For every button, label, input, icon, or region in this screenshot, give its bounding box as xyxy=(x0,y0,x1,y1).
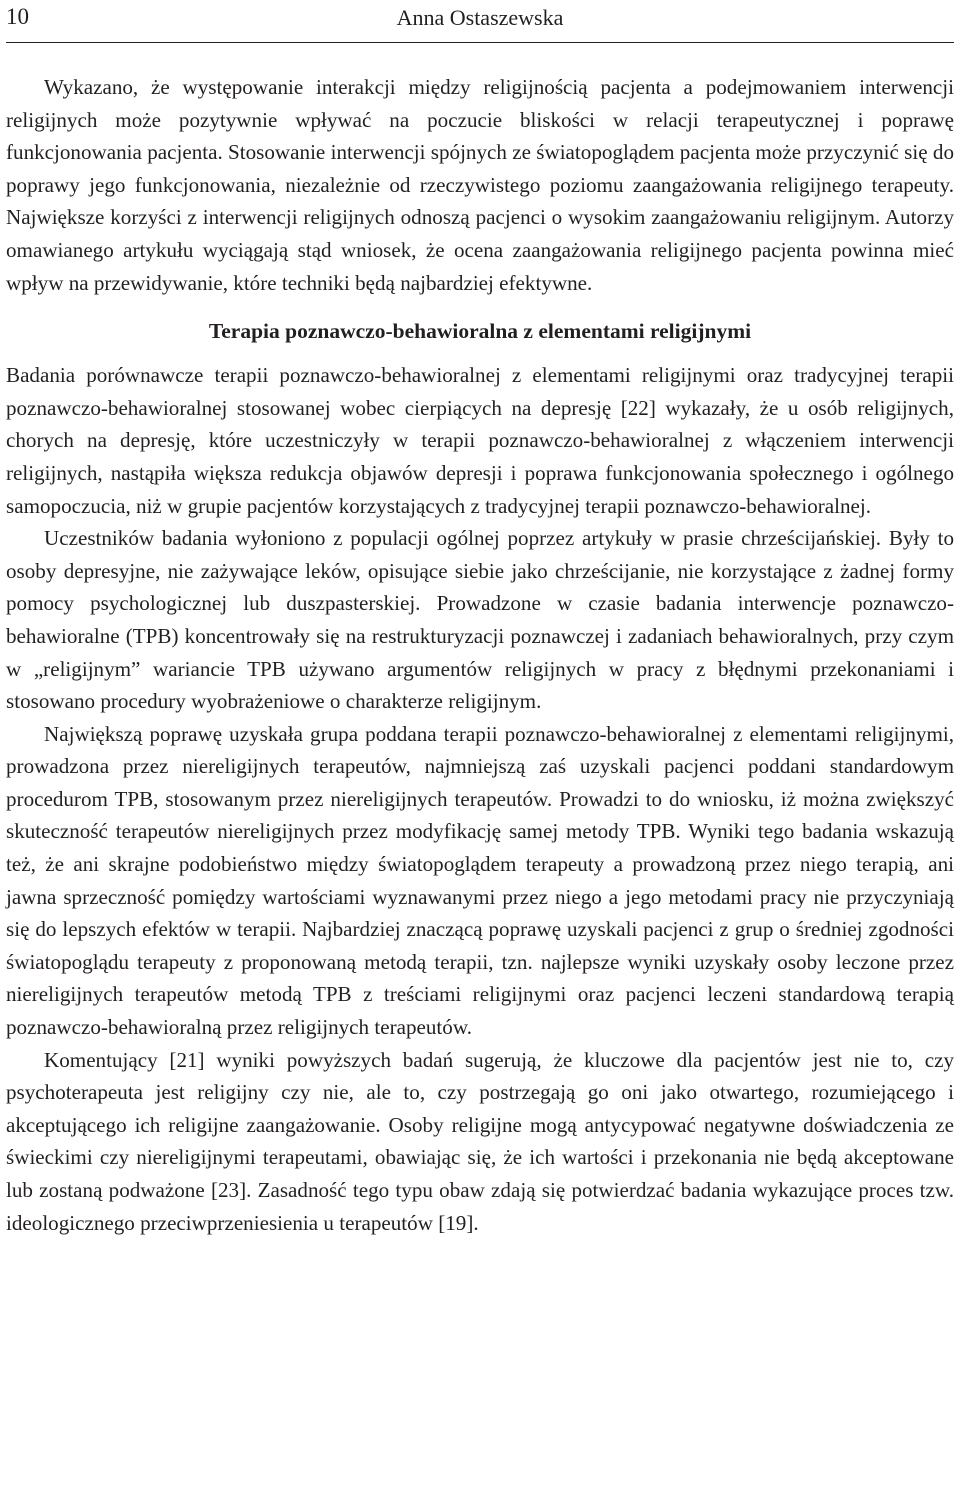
paragraph-1: Wykazano, że występowanie interakcji między religijnością pacjenta a podejmowaniem interwencji religijnych może pozytywnie wpływać na poczucie bliskości w relacji terapeutycznej i poprawę funkcjonowania pacjenta. Stosowanie interwencji spójnych ze światopoglądem pacjenta może przyczynić się do poprawy jego funkcjonowania, niezależnie od rzeczywistego poziomu zaangażowania religijnego terapeuty. Największe korzyści z interwencji religijnych odnoszą pacjenci o wysokim zaangażowaniu religijnym. Autorzy omawianego artykułu wyciągają stąd wniosek, że ocena zaangażowania religijnego pacjenta powinna mieć wpływ na przewidywanie, które techniki będą najbardziej efektywne. xyxy=(6,75,954,295)
running-header xyxy=(6,0,954,44)
page-number: 10 xyxy=(6,4,29,29)
paragraph-5: Komentujący [21] wyniki powyższych badań sugerują, że kluczowe dla pacjentów jest nie to, czy psychoterapeuta jest religijny czy nie, ale to, czy postrzegają go oni jako otwartego, rozumiejącego i akceptującego ich religijne zaangażowanie. Osoby religijne mogą antycypować negatywne doświadczenia ze świeckimi czy niereligijnymi terapeutami, obawiając się, że ich wartości i przekonania nie będą akceptowane lub zostaną podważone [23]. Zasadność tego typu obaw zdają się potwierdzać badania wykazujące proces tzw. ideologicznego przeciwprzeniesienia u terapeutów [19]. xyxy=(6,1047,954,1235)
header-rule xyxy=(6,42,954,43)
paragraph-4: Największą poprawę uzyskała grupa poddana terapii poznawczo-behawioralnej z elementami religijnymi, prowadzona przez niereligijnych terapeutów, najmniejszą zaś uzyskali pacjenci poddani standardowym procedurom TPB, stosowanym przez niereligijnych terapeutów. Prowadzi to do wniosku, iż można zwiększyć skuteczność terapeutów niereligijnych przez modyfikację samej metody TPB. Wyniki tego badania wskazują też, że ani skrajne podobieństwo między światopoglądem terapeuty a prowadzoną przez niego terapią, ani jawna sprzeczność pomiędzy wartościami wyznawanymi przez niego a jego metodami pracy nie przyczyniają się do lepszych efektów w terapii. Najbardziej znaczącą poprawę uzyskali pacjenci z grup o średniej zgodności światopoglądu terapeuty z proponowaną metodą terapii, tzn. najlepsze wyniki uzyskały osoby leczone przez niereligijnych terapeutów metodą TPB z treściami religijnymi oraz pacjenci leczeni standardową terapią poznawczo-behawioralną przez religijnych terapeutów. xyxy=(6,721,954,1040)
paragraph-2: Badania porównawcze terapii poznawczo-behawioralnej z elementami religijnymi oraz tradycyjnej terapii poznawczo-behawioralnej stosowanej wobec cierpiących na depresję [22] wykazały, że u osób religijnych, chorych na depresję, które uczestniczyły w terapii poznawczo-behawioralnej z włączeniem interwencji religijnych, nastąpiła większa redukcja objawów depresji i poprawa funkcjonowania społecznego i ogólnego samopoczucia, niż w grupie pacjentów korzystających z tradycyjnej terapii poznawczo-behawioralnej. xyxy=(6,363,954,518)
paragraph-3: Uczestników badania wyłoniono z populacji ogólnej poprzez artykuły w prasie chrześcijańskiej. Były to osoby depresyjne, nie zażywające leków, opisujące siebie jako chrześcijanie, nie korzystające z żadnej formy pomocy psychologicznej lub duszpasterskiej. Prowadzone w czasie badania interwencje poznawczo-behawioralne (TPB) koncentrowały się na restrukturyzacji poznawczej i zadaniach behawioralnych, przy czym w „religijnym” wariancie TPB używano argumentów religijnych w pracy z błędnymi przekonaniami i stosowano procedury wyobrażeniowe o charakterze religijnym. xyxy=(6,526,954,714)
running-author: Anna Ostaszewska xyxy=(396,5,564,30)
section-heading: Terapia poznawczo-behawioralna z elementami religijnymi xyxy=(208,319,752,344)
body-text xyxy=(6,71,954,1239)
